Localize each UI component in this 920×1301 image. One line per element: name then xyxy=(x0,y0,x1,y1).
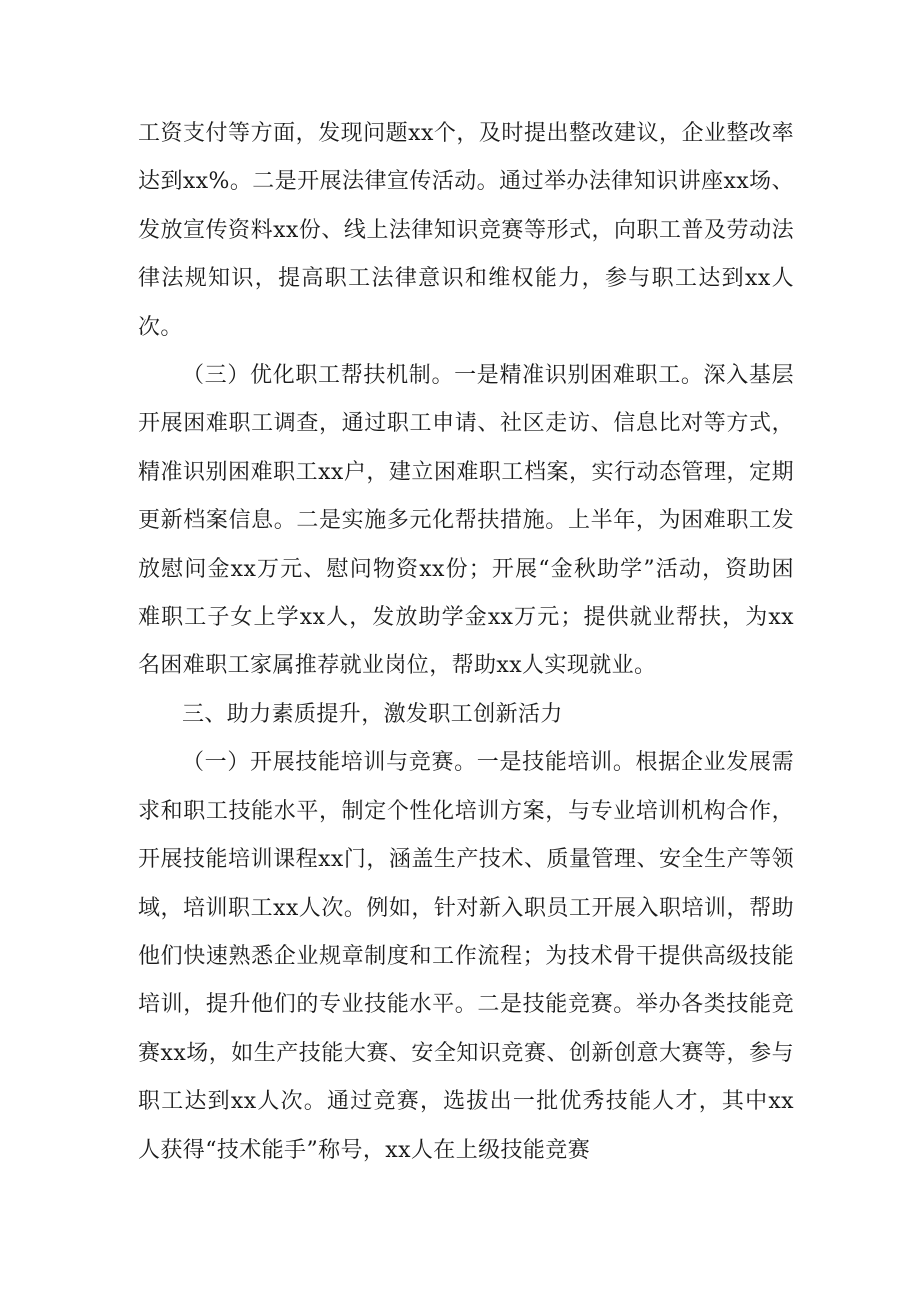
section-heading: 三、助力素质提升，激发职工创新活力 xyxy=(182,701,563,727)
paragraph-section-3: （三）优化职工帮扶机制。一是精准识别困难职工。深入基层开展困难职工调查，通过职工申请、社区走访、信息比对等方式，精准识别困难职工xx户，建立困难职工档案，实行动态管理，定期更新档案信息。二是实施多元化帮扶措施。上半年，为困难职工发放慰问金xx万元、慰问物资xx份；开展“金秋助学”活动，资助困难职工子女上学xx人，发放助学金xx万元；提供就业帮扶，为xx名困难职工家属推荐就业岗位，帮助xx人实现就业。 xyxy=(138,363,794,679)
paragraph-section-1: （一）开展技能培训与竞赛。一是技能培训。根据企业发展需求和职工技能水平，制定个性化培训方案，与专业培训机构合作，开展技能培训课程xx门，涵盖生产技术、质量管理、安全生产等领域，培训职工xx人次。例如，针对新入职员工开展入职培训，帮助他们快速熟悉企业规章制度和工作流程；为技术骨干提供高级技能培训，提升他们的专业技能水平。二是技能竞赛。举办各类技能竞赛xx场，如生产技能大赛、安全知识竞赛、创新创意大赛等，参与职工达到xx人次。通过竞赛，选拔出一批优秀技能人才，其中xx人获得“技术能手”称号，xx人在上级技能竞赛 xyxy=(138,750,794,1163)
document-body xyxy=(138,110,794,1175)
paragraph-continuation: 工资支付等方面，发现问题xx个，及时提出整改建议，企业整改率达到xx%。二是开展法律宣传活动。通过举办法律知识讲座xx场、发放宣传资料xx份、线上法律知识竞赛等形式，向职工普及劳动法律法规知识，提高职工法律意识和维权能力，参与职工达到xx人次。 xyxy=(138,121,794,340)
